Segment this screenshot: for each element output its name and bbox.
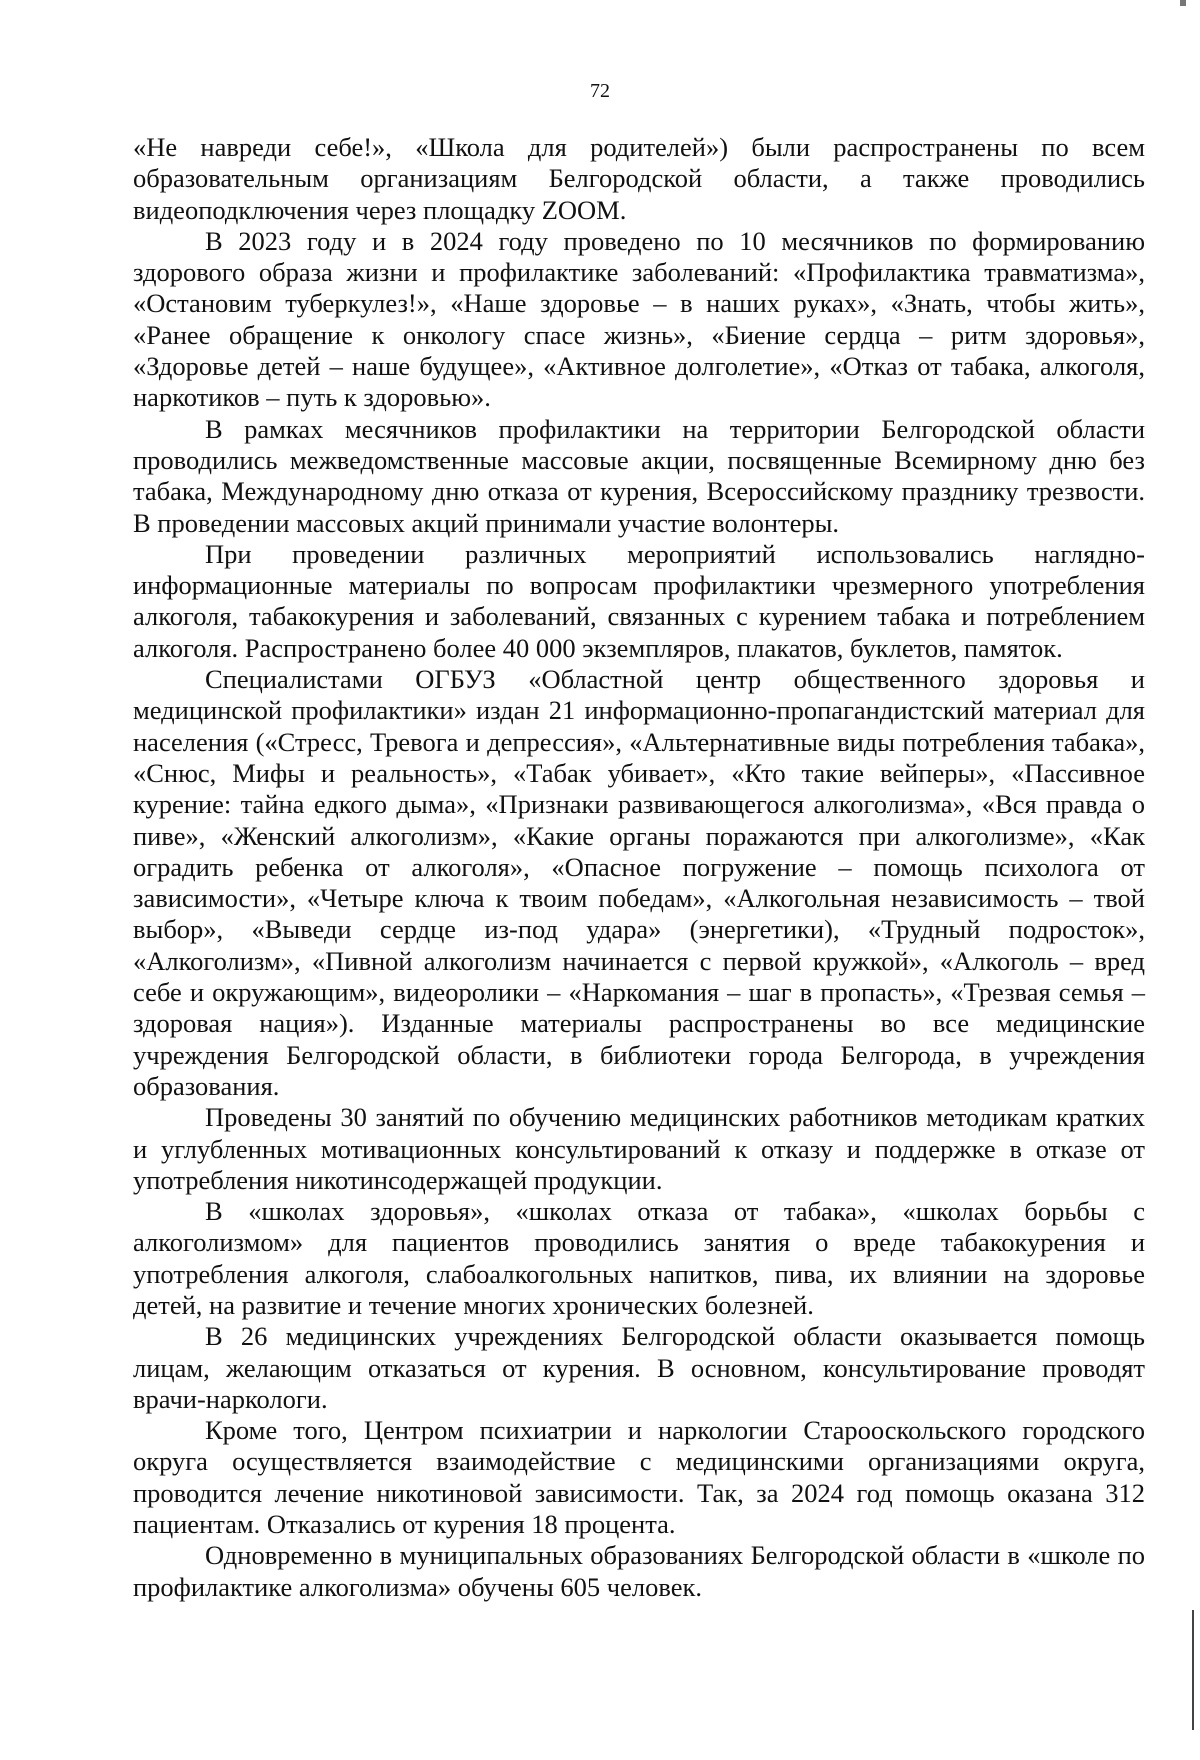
paragraph-health-schools: В «школах здоровья», «школах отказа от табака», «школах борьбы с алкоголизмом» для пациентов проводились занятия о вреде табакокурения и употребления алкоголя, слабоалкогольных напитков, пива, их влиянии на здоровье детей, на развитие и течение многих хронических болезней. [133, 1196, 1145, 1320]
document-body [133, 132, 1145, 1603]
paragraph-training-sessions: Проведены 30 занятий по обучению медицинских работников методикам кратких и углубленных мотивационных консультирований к отказу и поддержке в отказе от употребления никотинсодержащей продукции. [133, 1102, 1145, 1195]
paragraph-information-materials: При проведении различных мероприятий использовались наглядно-информационные материалы по вопросам профилактики чрезмерного употребления алкоголя, табакокурения и заболеваний, связанных с курением табака и потреблением алкоголя. Распространено более 40 000 экземпляров, плакатов, буклетов, памяток. [133, 538, 1145, 663]
paragraph-health-months: В 2023 году и в 2024 году проведено по 10 месячников по формированию здорового образа жизни и профилактике заболеваний: «Профилактика травматизма», «Остановим туберкулез!», «Наше здоровье – в наших руках», «Знать, чтобы жить», «Ранее обращение к онкологу спасе жизнь», «Биение сердца – ритм здоровья», «Здоровье детей – наше будущее», «Активное долголетие», «Отказ от табака, алкоголя, наркотиков – путь к здоровью». [133, 225, 1145, 413]
scan-artifact [1180, 0, 1186, 6]
page-number: 72 [590, 80, 610, 102]
paragraph-continuation: «Не навреди себе!», «Школа для родителей») были распространены по всем образовательным организациям Белгородской области, а также проводились видеоподключения через площадку ZOOM. [133, 132, 1145, 225]
paragraph-mass-actions: В рамках месячников профилактики на территории Белгородской области проводились межведомственные массовые акции, посвященные Всемирному дню без табака, Международному дню отказа от курения, Всероссийскому празднику трезвости. В проведении массовых акций принимали участие волонтеры. [133, 413, 1145, 538]
scan-artifact [1192, 1610, 1194, 1730]
paragraph-alcohol-school: Одновременно в муниципальных образованиях Белгородской области в «школе по профилактике алкоголизма» обучены 605 человек. [133, 1540, 1145, 1602]
paragraph-smoking-cessation: В 26 медицинских учреждениях Белгородской области оказывается помощь лицам, желающим отказаться от курения. В основном, консультирование проводят врачи-наркологи. [133, 1321, 1145, 1414]
paragraph-published-materials: Специалистами ОГБУЗ «Областной центр общественного здоровья и медицинской профилактики» издан 21 информационно-пропагандистский материал для населения («Стресс, Тревога и депрессия», «Альтернативные виды потребления табака», «Снюс, Мифы и реальность», «Табак убивает», «Кто такие вейперы», «Пассивное курение: тайна едкого дыма», «Признаки развивающегося алкоголизма», «Вся правда о пиве», «Женский алкоголизм», «Какие органы поражаются при алкоголизме», «Как оградить ребенка от алкоголя», «Опасное погружение – помощь психолога от зависимости», «Четыре ключа к твоим победам», «Алкогольная независимость – твой выбор», «Выведи сердце из-под удара» (энергетики), «Трудный подросток», «Алкоголизм», «Пивной алкоголизм начинается с первой кружкой», «Алкоголь – вред себе и окружающим», видеоролики – «Наркомания – шаг в пропасть», «Трезвая семья – здоровая нация»). Изданные материалы распространены во все медицинские учреждения Белгородской области, в библиотеки города Белгорода, в учреждения образования. [133, 664, 1145, 1101]
paragraph-stary-oskol-center: Кроме того, Центром психиатрии и наркологии Старооскольского городского округа осуществляется взаимодействие с медицинскими организациями округа, проводится лечение никотиновой зависимости. Так, за 2024 год помощь оказана 312 пациентам. Отказались от курения 18 процента. [133, 1415, 1145, 1540]
